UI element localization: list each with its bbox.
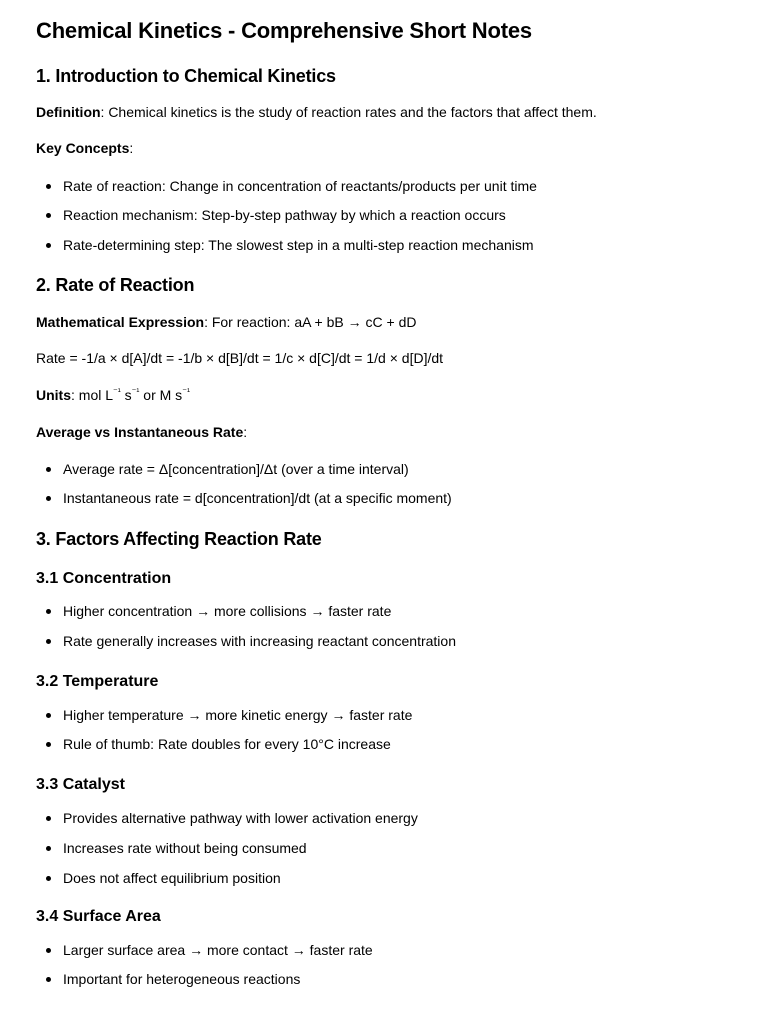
list-item: Rate generally increases with increasing reactant concentration — [36, 632, 456, 650]
average-vs-instantaneous-paragraph — [36, 423, 247, 441]
units-superscript: ⁻¹ — [113, 386, 121, 397]
definition-label: Definition — [36, 104, 101, 120]
surface-area-list — [36, 941, 373, 988]
list-item: Does not affect equilibrium position — [36, 869, 418, 887]
section-3-heading: 3. Factors Affecting Reaction Rate — [36, 529, 322, 549]
units-superscript: ⁻¹ — [182, 386, 190, 397]
definition-paragraph — [36, 103, 597, 121]
section-1-heading: 1. Introduction to Chemical Kinetics — [36, 66, 336, 86]
list-item: Average rate = Δ[concentration]/Δt (over a time interval) — [36, 460, 452, 478]
section-2-heading: 2. Rate of Reaction — [36, 275, 195, 295]
key-concepts-label: Key Concepts — [36, 140, 130, 156]
list-item: Rate-determining step: The slowest step in a multi-step reaction mechanism — [36, 236, 537, 254]
units-text: or M s — [139, 387, 183, 403]
list-item: Reaction mechanism: Step-by-step pathway by which a reaction occurs — [36, 206, 537, 224]
math-expression-paragraph — [36, 313, 417, 331]
subsection-surface-area-heading: 3.4 Surface Area — [36, 908, 161, 925]
key-concepts-paragraph — [36, 139, 133, 157]
list-item: Instantaneous rate = d[concentration]/dt (at a specific moment) — [36, 489, 452, 507]
list-item: Rate of reaction: Change in concentration of reactants/products per unit time — [36, 177, 537, 195]
temperature-list — [36, 706, 412, 753]
definition-text: : Chemical kinetics is the study of reaction rates and the factors that affect them. — [100, 104, 597, 120]
subsection-catalyst-heading: 3.3 Catalyst — [36, 776, 125, 793]
key-concepts-list — [36, 177, 537, 254]
list-item: Important for heterogeneous reactions — [36, 970, 373, 988]
key-concepts-suffix: : — [129, 140, 134, 156]
list-item: Increases rate without being consumed — [36, 839, 418, 857]
units-text: s — [120, 387, 132, 403]
page-title: Chemical Kinetics - Comprehensive Short Notes — [36, 18, 532, 43]
list-item: Higher temperature → more kinetic energy → faster rate — [36, 706, 412, 724]
subsection-concentration-heading: 3.1 Concentration — [36, 570, 172, 587]
average-vs-instantaneous-suffix: : — [243, 424, 248, 440]
list-item: Rule of thumb: Rate doubles for every 10°C increase — [36, 735, 412, 753]
units-text: : mol L — [71, 387, 114, 403]
list-item: Higher concentration → more collisions → faster rate — [36, 602, 456, 620]
average-vs-instantaneous-label: Average vs Instantaneous Rate — [36, 424, 244, 440]
subsection-temperature-heading: 3.2 Temperature — [36, 673, 159, 690]
units-label: Units — [36, 387, 71, 403]
math-expression-label: Mathematical Expression — [36, 314, 205, 330]
units-paragraph — [36, 386, 190, 404]
list-item: Provides alternative pathway with lower activation energy — [36, 809, 418, 827]
concentration-list — [36, 602, 456, 650]
catalyst-list — [36, 809, 418, 887]
units-superscript: ⁻¹ — [131, 386, 140, 397]
rate-types-list — [36, 460, 452, 507]
math-expression-text: : For reaction: aA + bB → cC + dD — [204, 314, 417, 330]
rate-equation: Rate = -1/a × d[A]/dt = -1/b × d[B]/dt = 1/c × d[C]/dt = 1/d × d[D]/dt — [36, 350, 444, 366]
list-item: Larger surface area → more contact → faster rate — [36, 941, 373, 959]
